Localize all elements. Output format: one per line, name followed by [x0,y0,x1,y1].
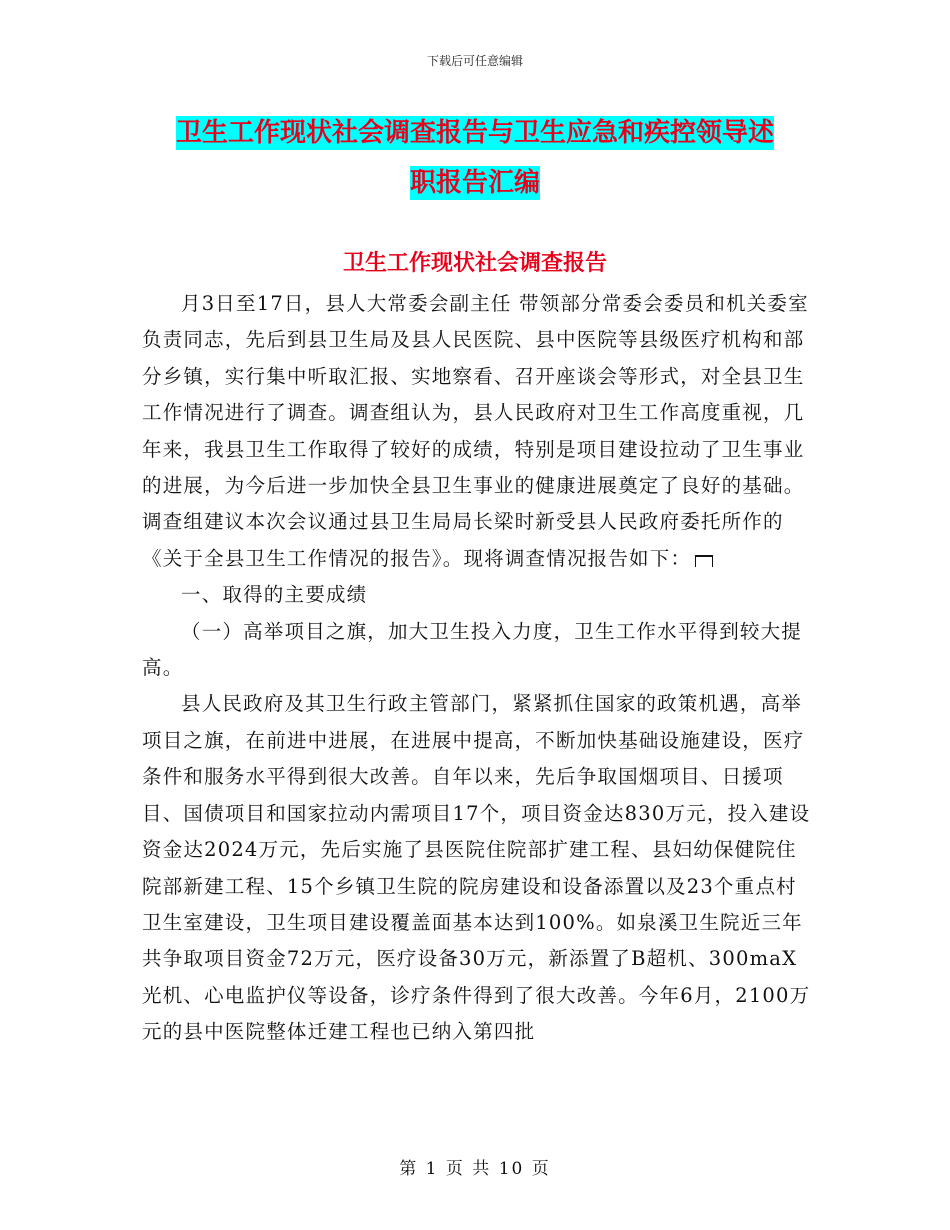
paragraph-heading-1: 一、取得的主要成绩 [181,583,368,607]
return-mark-icon [695,555,713,567]
paragraph-intro: 月3日至17日，县人大常委会副主任 带领部分常委会委员和机关委室负责同志，先后到县卫生局及县人民医院、县中医院等县级医疗机构和部分乡镇，实行集中听取汇报、实地察看、召开座谈会等形式，对全县卫生工作情况进行了调查。调查组认为，县人民政府对卫生工作高度重视，几年来，我县卫生工作取得了较好的成绩，特别是项目建设拉动了卫生事业的进展，为今后进一步加快全县卫生事业的健康进展奠定了良好的基础。调查组建议本次会议通过县卫生局局长梁时新受县人民政府委托所作的《关于全县卫生工作情况的报告》。现将调查情况报告如下： [142,292,809,570]
document-title [80,108,870,208]
page-footer: 第 1 页 共 10 页 [399,1159,551,1179]
title-line-2: 职报告汇编 [409,168,540,198]
body-text [142,286,817,1051]
paragraph-body: 县人民政府及其卫生行政主管部门，紧紧抓住国家的政策机遇，高举项目之旗，在前进中进展，在进展中提高，不断加快基础设施建设，医疗条件和服务水平得到很大改善。自年以来，先后争取国烟项目、日援项目、国债项目和国家拉动内需项目17个，项目资金达830万元，投入建设资金达2024万元，先后实施了县医院住院部扩建工程、县妇幼保健院住院部新建工程、15个乡镇卫生院的院房建设和设备添置以及23个重点村卫生室建设，卫生项目建设覆盖面基本达到100%。如泉溪卫生院近三年共争取项目资金72万元，医疗设备30万元，新添置了B超机、300maX光机、心电监护仪等设备，诊疗条件得到了很大改善。今年6月，2100万元的县中医院整体迁建工程也已纳入第四批 [142,692,811,1044]
paragraph-subheading-1: （一）高举项目之旗，加大卫生投入力度，卫生工作水平得到较大提高。 [142,619,803,680]
title-line-1: 卫生工作现状社会调查报告与卫生应急和疾控领导述 [175,118,774,148]
section-title: 卫生工作现状社会调查报告 [342,251,607,276]
header-note: 下载后可任意编辑 [426,54,523,68]
